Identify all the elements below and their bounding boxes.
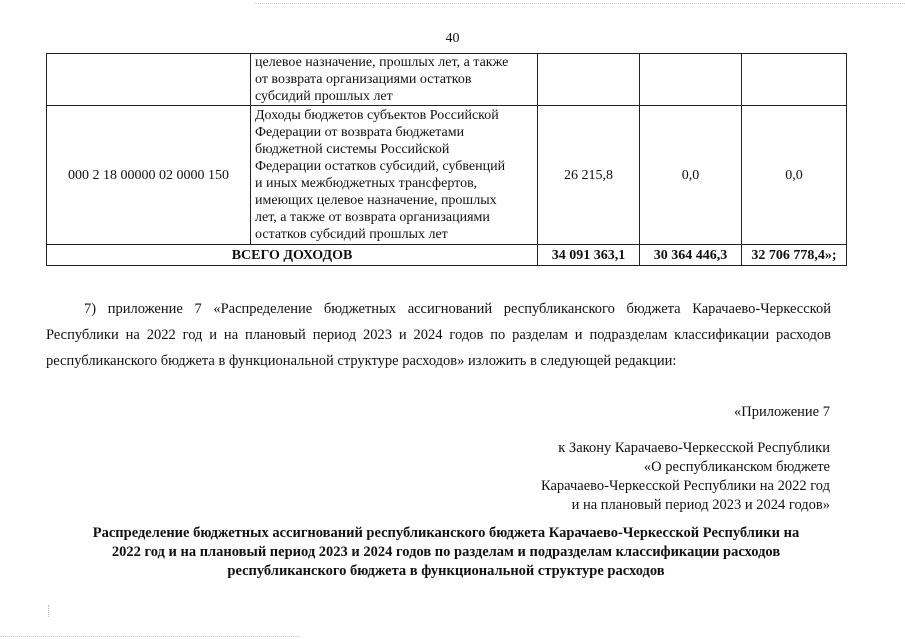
appendix-title: «Приложение 7: [734, 404, 830, 420]
name-line: Федерации от возврата бюджетами: [255, 125, 465, 140]
cell-code: 000 2 18 00000 02 0000 150: [47, 106, 251, 245]
total-2024: 32 706 778,4»;: [742, 245, 847, 266]
total-2023: 30 364 446,3: [640, 245, 742, 266]
name-line: остатков субсидий прошлых лет: [255, 227, 448, 242]
name-line: целевое назначение, прошлых лет, а также: [255, 55, 509, 70]
reference-line: и на плановый период 2023 и 2024 годов»: [571, 497, 830, 513]
name-line: лет, а также от возврата организациями: [255, 210, 490, 225]
paragraph-line: Республики на 2022 год и на плановый период 2023 и 2024 годов по разделам и подразделам классификации расходов: [46, 327, 831, 343]
cell-2022: 26 215,8: [538, 106, 640, 245]
paragraph-line: республиканского бюджета в функциональной структуре расходов» изложить в следующей редакции:: [46, 353, 677, 369]
name-line: Федерации остатков субсидий, субвенций: [255, 159, 506, 174]
cell-name: [251, 106, 538, 245]
table-row: [47, 106, 847, 245]
heading-line: 2022 год и на плановый период 2023 и 2024 годов по разделам и подразделам классификации расходов: [111, 544, 781, 560]
reference-line: «О республиканском бюджете: [643, 459, 830, 475]
total-2022: 34 091 363,1: [538, 245, 640, 266]
cell-code: [47, 54, 251, 106]
name-line: имеющих целевое назначение, прошлых: [255, 193, 497, 208]
paragraph-line: 7) приложение 7 «Распределение бюджетных ассигнований республиканского бюджета Карачаево-Черкесской: [84, 301, 831, 317]
section-heading: [46, 524, 846, 581]
heading-line: Распределение бюджетных ассигнований республиканского бюджета Карачаево-Черкесской Республики на: [92, 525, 800, 541]
appendix-reference: [541, 439, 830, 515]
name-line: от возврата организациями остатков: [255, 72, 472, 87]
scan-edge-top: [255, 3, 905, 4]
page-number: 40: [445, 31, 460, 46]
amendment-paragraph: [46, 296, 831, 374]
reference-line: к Закону Карачаево-Черкесской Республики: [558, 440, 830, 456]
table-row: [47, 54, 847, 106]
scan-mark: [48, 605, 50, 617]
name-line: субсидий прошлых лет: [255, 89, 393, 104]
total-label: ВСЕГО ДОХОДОВ: [47, 245, 538, 266]
cell-2023: [640, 54, 742, 106]
name-line: и иных межбюджетных трансфертов,: [255, 176, 478, 191]
name-line: бюджетной системы Российской: [255, 142, 450, 157]
name-line: Доходы бюджетов субъектов Российской: [255, 108, 499, 123]
heading-line: республиканского бюджета в функциональной структуре расходов: [227, 563, 665, 579]
income-table: [46, 53, 847, 266]
scan-edge-bottom: [0, 636, 300, 637]
cell-2023: 0,0: [640, 106, 742, 245]
cell-2024: [742, 54, 847, 106]
cell-name: [251, 54, 538, 106]
reference-line: Карачаево-Черкесской Республики на 2022 год: [540, 478, 830, 494]
cell-2024: 0,0: [742, 106, 847, 245]
total-row: [47, 245, 847, 266]
cell-2022: [538, 54, 640, 106]
